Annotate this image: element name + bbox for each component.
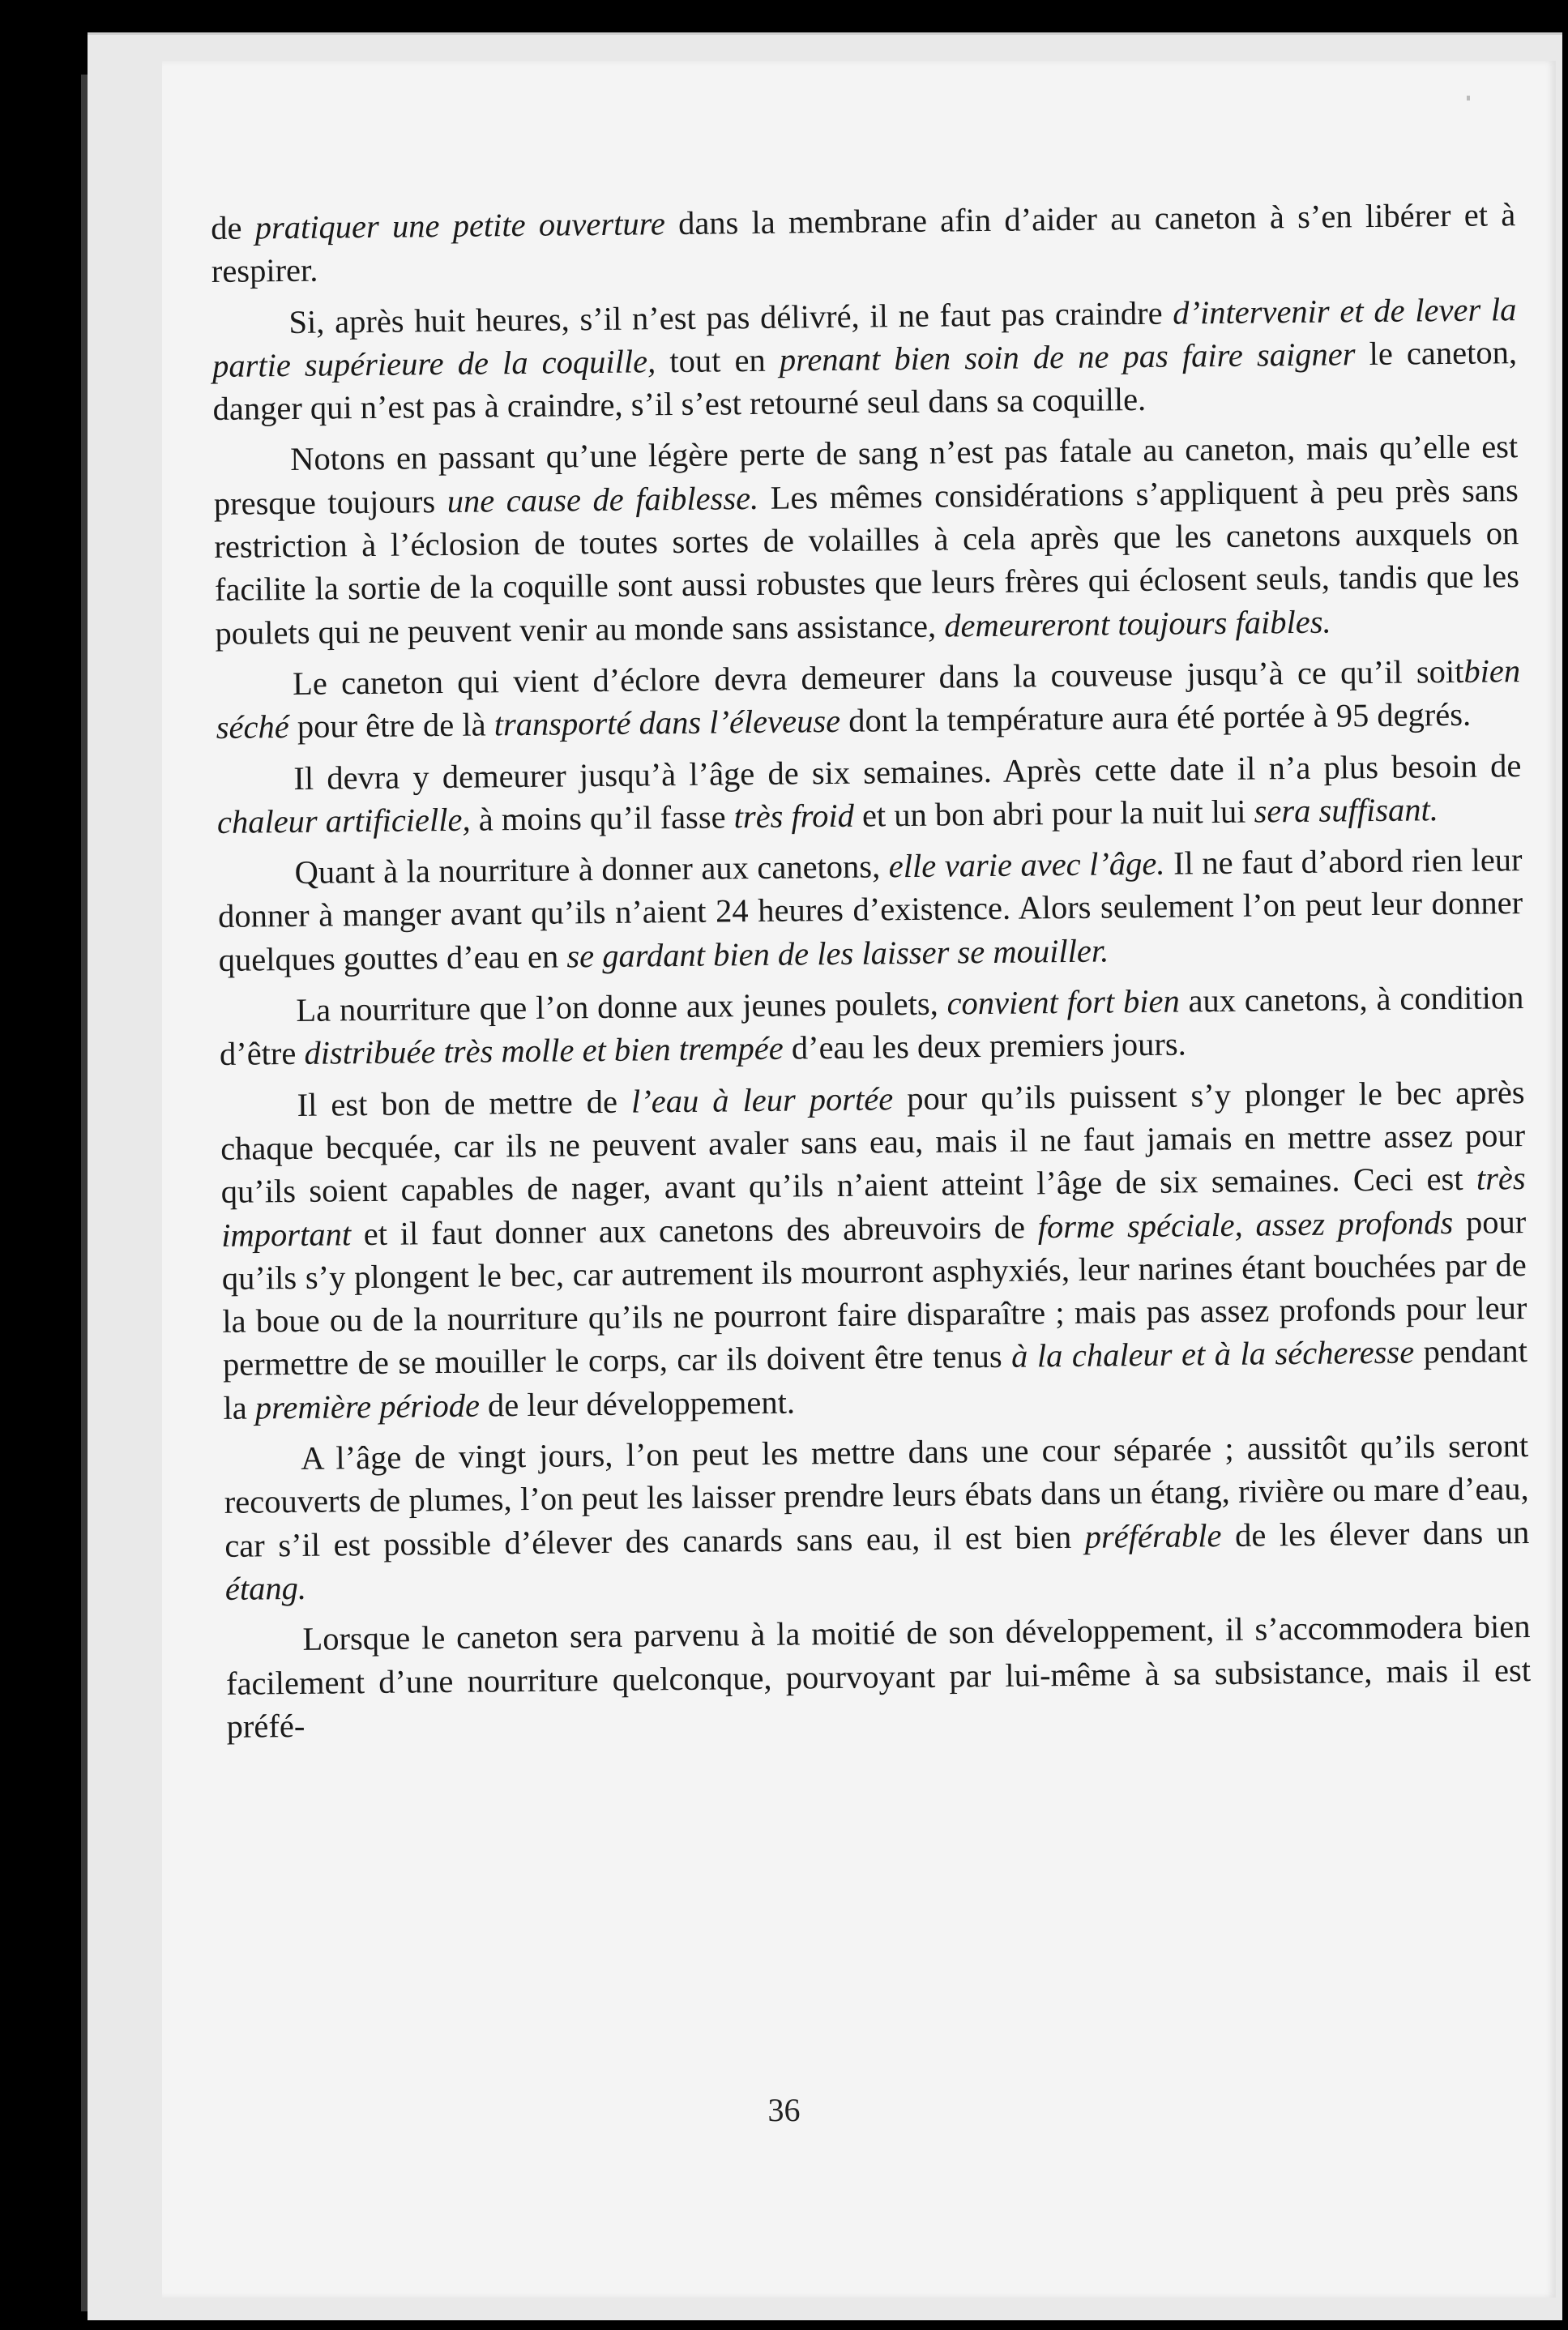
emphasis: à la chaleur et à la sécheresse <box>1010 1333 1415 1375</box>
emphasis: elle varie avec l’âge. <box>888 844 1165 885</box>
emphasis: sera suffisant. <box>1254 791 1439 830</box>
emphasis: préférable <box>1084 1516 1222 1555</box>
body-text <box>211 193 1532 1748</box>
paragraph: A l’âge de vingt jours, l’on peut les mettre dans une cour séparée ; aussitôt qu’ils seront recouverts de plumes, l’on peut les laisser prendre leurs ébats dans un étang, rivière ou mare d’eau, car s’il est possible d’élever des canards sans eau, il est bien préférable de les élever dans un étang. <box>224 1427 1530 1607</box>
emphasis: l’eau à leur portée <box>630 1079 894 1120</box>
paragraph: de pratiquer une petite ouverture dans la membrane afin d’aider au caneton à s’en libérer et à respirer. <box>211 196 1516 290</box>
page-number: 36 <box>767 2092 801 2128</box>
paragraph: La nourriture que l’on donne aux jeunes poulets, convient fort bien aux canetons, à condition d’être distribuée très molle et bien trempée d’eau les deux premiers jours. <box>219 979 1524 1073</box>
emphasis: d’intervenir et de lever la partie supérieure de la coquille, <box>211 290 1517 384</box>
emphasis: une cause de faiblesse. <box>446 479 759 519</box>
emphasis: se gardant bien de les laisser se mouiller. <box>566 932 1109 975</box>
emphasis: prenant bien soin de ne pas faire saigner <box>779 336 1356 378</box>
paragraph: Si, après huit heures, s’il n’est pas délivré, il ne faut pas craindre d’intervenir et de lever la partie supérieure de la coquille, tout en prenant bien soin de ne pas faire saigner le caneton, danger qui n’est pas à craindre, s’il s’est retourné seul dans sa coquille. <box>211 290 1518 428</box>
paragraph: Le caneton qui vient d’éclore devra demeurer dans la couveuse jusqu’à ce qu’il soitbien séché pour être de là transporté dans l’éleveuse dont la température aura été portée à 95 degrés. <box>216 652 1521 746</box>
emphasis: pratiquer une petite ouverture <box>254 205 666 246</box>
emphasis: demeureront toujours faibles. <box>944 603 1331 644</box>
paragraph: Il est bon de mettre de l’eau à leur portée pour qu’ils puissent s’y plonger le bec après chaque becquée, car ils ne peuvent avaler sans eau, mais il ne faut jamais en mettre assez pour qu’ils soient capables de nager, avant qu’ils n’aient atteint l’âge de six semaines. Ceci est très important et il faut donner aux canetons des abreuvoirs de forme spéciale, assez profonds pour qu’ils s’y plongent le bec, car autrement ils mourront asphyxiés, leur narines étant bouchées par de la boue ou de la nourriture qu’ils ne pourront faire disparaître ; mais pas assez profonds pour leur permettre de se mouiller le corps, car ils doivent être tenus à la chaleur et à la sécheresse pendant la première période de leur développement. <box>220 1073 1528 1426</box>
emphasis: forme spéciale, assez profonds <box>1037 1203 1454 1245</box>
emphasis: transporté dans l’éleveuse <box>493 703 841 743</box>
emphasis: très froid <box>733 797 855 836</box>
paragraph: Il devra y demeurer jusqu’à l’âge de six semaines. Après cette date il n’a plus besoin de chaleur artificielle, à moins qu’il fasse très froid et un bon abri pour la nuit lui sera suffisant. <box>216 746 1522 840</box>
paragraph: Quant à la nourriture à donner aux canetons, elle varie avec l’âge. Il ne faut d’abord rien leur donner à manger avant qu’ils n’aient 24 heures d’existence. Alors seulement l’on peut leur donner quelques gouttes d’eau en se gardant bien de les laisser se mouiller. <box>217 841 1523 978</box>
emphasis: distribuée très molle et bien trempée <box>304 1030 784 1072</box>
emphasis: première période <box>254 1387 481 1426</box>
speck <box>1467 96 1470 100</box>
emphasis: convient fort bien <box>946 982 1180 1022</box>
paragraph: Notons en passant qu’une légère perte de sang n’est pas fatale au caneton, mais qu’elle est presque toujours une cause de faiblesse. Les mêmes considérations s’appliquent à peu près sans restriction à l’éclosion de toutes sortes de volailles à cela après que les canetons auxquels on facilite la sortie de la coquille sont aussi robustes que leurs frères qui éclosent seuls, tandis que les poulets qui ne peuvent venir au monde sans assistance, demeureront toujours faibles. <box>213 428 1520 652</box>
paragraph: Lorsque le caneton sera parvenu à la moitié de son développement, il s’accommodera bien facilement d’une nourriture quelconque, pourvoyant par lui-même à sa subsistance, mais il est préfé- <box>225 1608 1532 1745</box>
emphasis: bien séché <box>216 652 1521 746</box>
emphasis: très important <box>221 1160 1526 1254</box>
emphasis: étang. <box>224 1569 307 1607</box>
emphasis: chaleur artificielle, <box>216 801 471 840</box>
